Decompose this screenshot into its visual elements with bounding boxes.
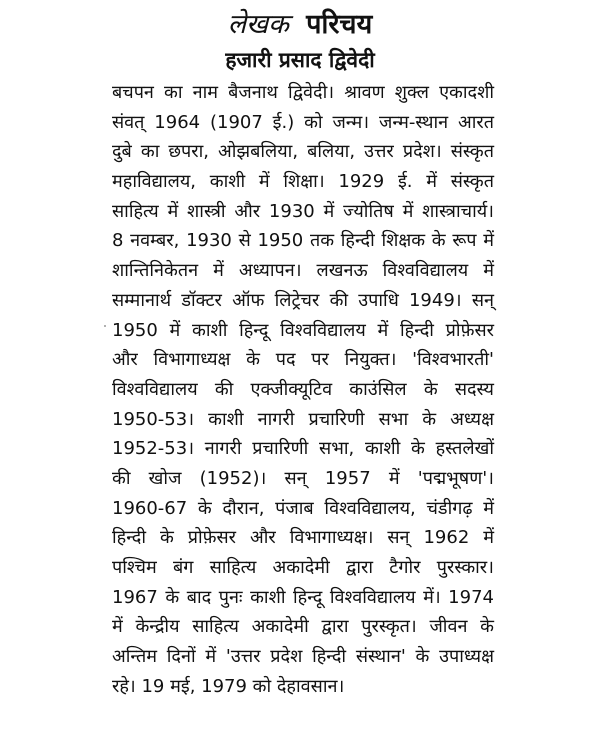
paragraph-line: रहे। 19 मई, 1979 को देहावसान। xyxy=(112,675,345,697)
paragraph-line: की खोज (1952)। सन् 1957 में 'पद्मभूषण'। xyxy=(112,467,494,489)
author-name: हजारी प्रसाद द्विवेदी xyxy=(225,48,375,72)
paragraph-line: 1950-53। काशी नागरी प्रचारिणी सभा के अध्यक्ष xyxy=(112,408,494,430)
paragraph-line: 1967 के बाद पुनः काशी हिन्दू विश्वविद्यालय में। 1974 xyxy=(112,586,494,608)
paragraph-line: साहित्य में शास्त्री और 1930 में ज्योतिष में शास्त्राचार्य। xyxy=(112,200,494,222)
paragraph-line: संवत् 1964 (1907 ई.) को जन्म। जन्म-स्थान आरत xyxy=(112,111,494,133)
margin-mark xyxy=(104,325,106,327)
paragraph-line: पश्चिम बंग साहित्य अकादेमी द्वारा टैगोर पुरस्कार। xyxy=(112,557,494,578)
paragraph-line: शान्तिनिकेतन में अध्यापन। लखनऊ विश्वविद्यालय में xyxy=(112,260,494,282)
paragraph-line: दुबे का छपरा, ओझबलिया, बलिया, उत्तर प्रदेश। संस्कृत xyxy=(112,141,494,163)
paragraph-line: बचपन का नाम बैजनाथ द्विवेदी। श्रावण शुक्ल एकादशी xyxy=(112,82,494,103)
paragraph-line: 1950 में काशी हिन्दू विश्वविद्यालय में हिन्दी प्रोफ़ेसर xyxy=(112,319,494,341)
paragraph-line: अन्तिम दिनों में 'उत्तर प्रदेश हिन्दी संस्थान' के उपाध्यक्ष xyxy=(112,646,494,668)
title-word-lekhak: लेखक xyxy=(227,9,289,40)
paragraph-line: महाविद्यालय, काशी में शिक्षा। 1929 ई. में संस्कृत xyxy=(112,171,494,193)
title-word-parichay: परिचय xyxy=(306,9,373,40)
section-title xyxy=(0,8,600,42)
paragraph-line: 1960-67 के दौरान, पंजाब विश्वविद्यालय, चंडीगढ़ में xyxy=(112,497,494,519)
paragraph-line: और विभागाध्यक्ष के पद पर नियुक्त। 'विश्वभारती' xyxy=(112,349,494,371)
paragraph-line: 8 नवम्बर, 1930 से 1950 तक हिन्दी शिक्षक के रूप में xyxy=(112,230,494,252)
paragraph-line: में केन्द्रीय साहित्य अकादेमी द्वारा पुरस्कृत। जीवन के xyxy=(112,616,494,638)
paragraph-line: 1952-53। नागरी प्रचारिणी सभा, काशी के हस्तलेखों xyxy=(112,438,494,460)
biography-paragraph xyxy=(112,78,494,701)
paragraph-line: सम्मानार्थ डॉक्टर ऑफ लिट्रेचर की उपाधि 1949। सन् xyxy=(112,289,494,311)
paragraph-line: हिन्दी के प्रोफ़ेसर और विभागाध्यक्ष। सन् 1962 में xyxy=(112,527,494,549)
paragraph-line: विश्वविद्यालय की एक्जीक्यूटिव काउंसिल के सदस्य xyxy=(112,378,494,400)
